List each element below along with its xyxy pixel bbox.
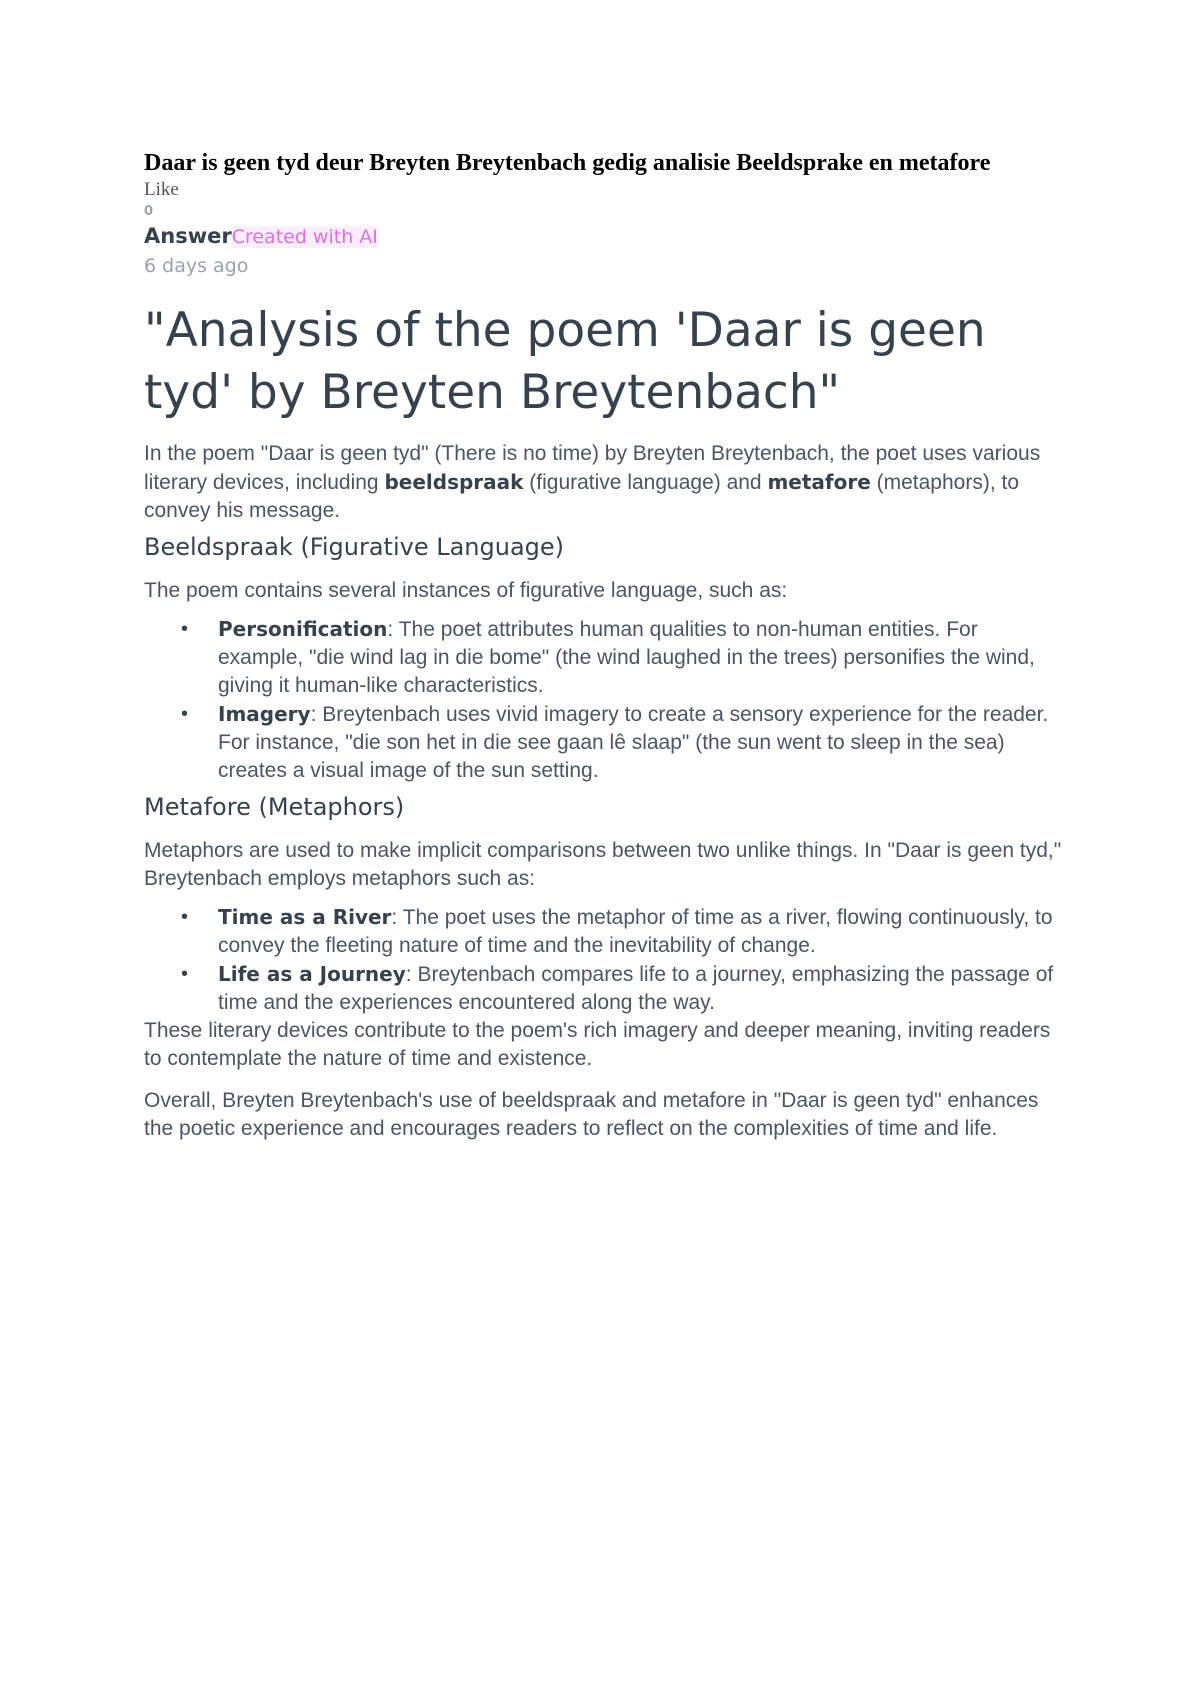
list-item [181,700,1064,785]
answer-timestamp: 6 days ago [144,255,249,277]
like-button[interactable]: Like [144,179,179,200]
like-count: 0 [144,204,154,219]
list-item-text: : Breytenbach uses vivid imagery to create a sensory experience for the reader. For instance, "die son het in die see gaan lê slaap" (the sun went to sleep in the sea) creates a visual image of the sun setting. [218,703,1049,782]
bullet-icon: • [181,618,189,640]
list-item-text: : The poet uses the metaphor of time as a river, flowing continuously, to convey the fleeting nature of time and the inevitability of change. [218,906,1053,957]
ai-badge: Created with AI [231,226,378,248]
article-title: "Analysis of the poem 'Daar is geen tyd' by Breyten Breytenbach" [144,303,986,420]
document-page [144,148,1064,1143]
answer-label: Answer [144,224,232,248]
bullet-icon: • [181,906,189,928]
bullet-icon: • [181,703,189,725]
intro-term-beeldspraak: beeldspraak [384,470,524,494]
list-item-term: Imagery [218,702,311,726]
list-item-text: : The poet attributes human qualities to non-human entities. For example, "die wind lag in die bome" (the wind laughed in the trees) personifies the wind, giving it human-like characteristics. [218,618,1035,697]
intro-paragraph [144,440,1064,525]
intro-text-1: In the poem "Daar is geen tyd" (There is no time) by Breyten Breytenbach, the poet uses various literary devices, including [144,442,1041,494]
question-title: Daar is geen tyd deur Breyten Breytenbach gedig analisie Beeldsprake en metafore [144,150,991,176]
intro-term-metafore: metafore [767,470,871,494]
intro-text-2: (figurative language) and [523,471,768,494]
section1-list [144,615,1064,785]
intro-text-3: (metaphors), to convey his message. [144,471,1020,522]
list-item-text: : Breytenbach compares life to a journey, emphasizing the passage of time and the experiences encountered along the way. [218,963,1054,1014]
section-heading-metafore: Metafore (Metaphors) [144,793,405,821]
answer-header [144,222,1064,252]
list-item-term: Life as a Journey [218,962,406,986]
list-item-term: Personification [218,617,388,641]
section-heading-beeldspraak: Beeldspraak (Figurative Language) [144,533,565,561]
conclusion-paragraph-2: Overall, Breyten Breytenbach's use of beeldspraak and metafore in "Daar is geen tyd" enhances the poetic experience and encourages readers to reflect on the complexities of time and life. [144,1089,1039,1140]
section2-list [144,903,1064,1017]
bullet-icon: • [181,963,189,985]
section1-lead: The poem contains several instances of figurative language, such as: [144,579,788,602]
list-item [181,615,1064,700]
list-item [181,903,1064,960]
section2-lead: Metaphors are used to make implicit comparisons between two unlike things. In "Daar is geen tyd," Breytenbach employs metaphors such as: [144,839,1062,890]
list-item [181,960,1064,1017]
conclusion-paragraph-1: These literary devices contribute to the poem's rich imagery and deeper meaning, inviting readers to contemplate the nature of time and existence. [144,1019,1051,1070]
list-item-term: Time as a River [218,905,392,929]
